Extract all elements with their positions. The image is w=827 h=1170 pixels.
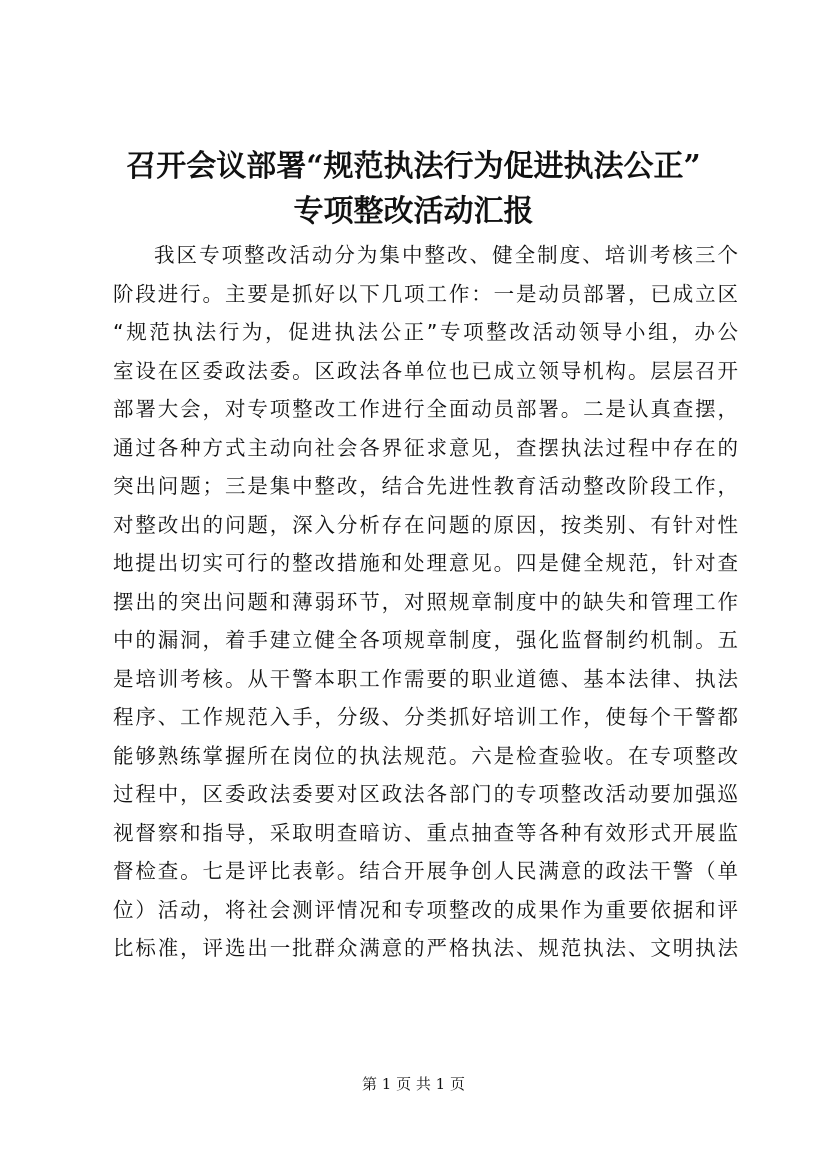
body-line: 室设在区委政法委。区政法各单位也已成立领导机构。层层召开	[113, 358, 738, 383]
body-line: 对整改出的问题，深入分析存在问题的原因，按类别、有针对性	[113, 512, 738, 537]
document-body	[113, 236, 738, 968]
body-line: “规范执法行为，促进执法公正”专项整改活动领导小组，办公	[113, 320, 738, 344]
document-title-line-1: 召开会议部署“规范执法行为促进执法公正”	[126, 149, 701, 184]
body-line: 部署大会，对专项整改工作进行全面动员部署。二是认真查摆，	[113, 397, 738, 421]
body-line: 地提出切实可行的整改措施和处理意见。四是健全规范，针对查	[113, 551, 738, 575]
body-line: 中的漏洞，着手建立健全各项规章制度，强化监督制约机制。五	[113, 628, 738, 652]
document-title-line-2: 专项整改活动汇报	[293, 194, 534, 229]
body-line: 视督察和指导，采取明查暗访、重点抽查等各种有效形式开展监	[113, 820, 738, 845]
body-line: 阶段进行。主要是抓好以下几项工作：一是动员部署，已成立区	[113, 281, 738, 306]
body-line: 过程中，区委政法委要对区政法各部门的专项整改活动要加强巡	[113, 782, 738, 806]
body-line: 督检查。七是评比表彰。结合开展争创人民满意的政法干警（单	[113, 859, 738, 883]
body-line: 位）活动，将社会测评情况和专项整改的成果作为重要依据和评	[113, 897, 738, 922]
body-line: 是培训考核。从干警本职工作需要的职业道德、基本法律、执法	[113, 666, 738, 691]
body-line: 能够熟练掌握所在岗位的执法规范。六是检查验收。在专项整改	[113, 743, 738, 768]
body-line: 通过各种方式主动向社会各界征求意见，查摆执法过程中存在的	[113, 435, 738, 460]
body-line: 我区专项整改活动分为集中整改、健全制度、培训考核三个	[154, 243, 738, 267]
body-line: 突出问题；三是集中整改，结合先进性教育活动整改阶段工作，	[113, 474, 738, 498]
page-number-footer: 第 1 页 共 1 页	[362, 1075, 465, 1093]
body-line: 程序、工作规范入手，分级、分类抓好培训工作，使每个干警都	[113, 705, 738, 729]
body-line: 比标准，评选出一批群众满意的严格执法、规范执法、文明执法	[113, 936, 738, 960]
body-line: 摆出的突出问题和薄弱环节，对照规章制度中的缺失和管理工作	[113, 589, 738, 614]
